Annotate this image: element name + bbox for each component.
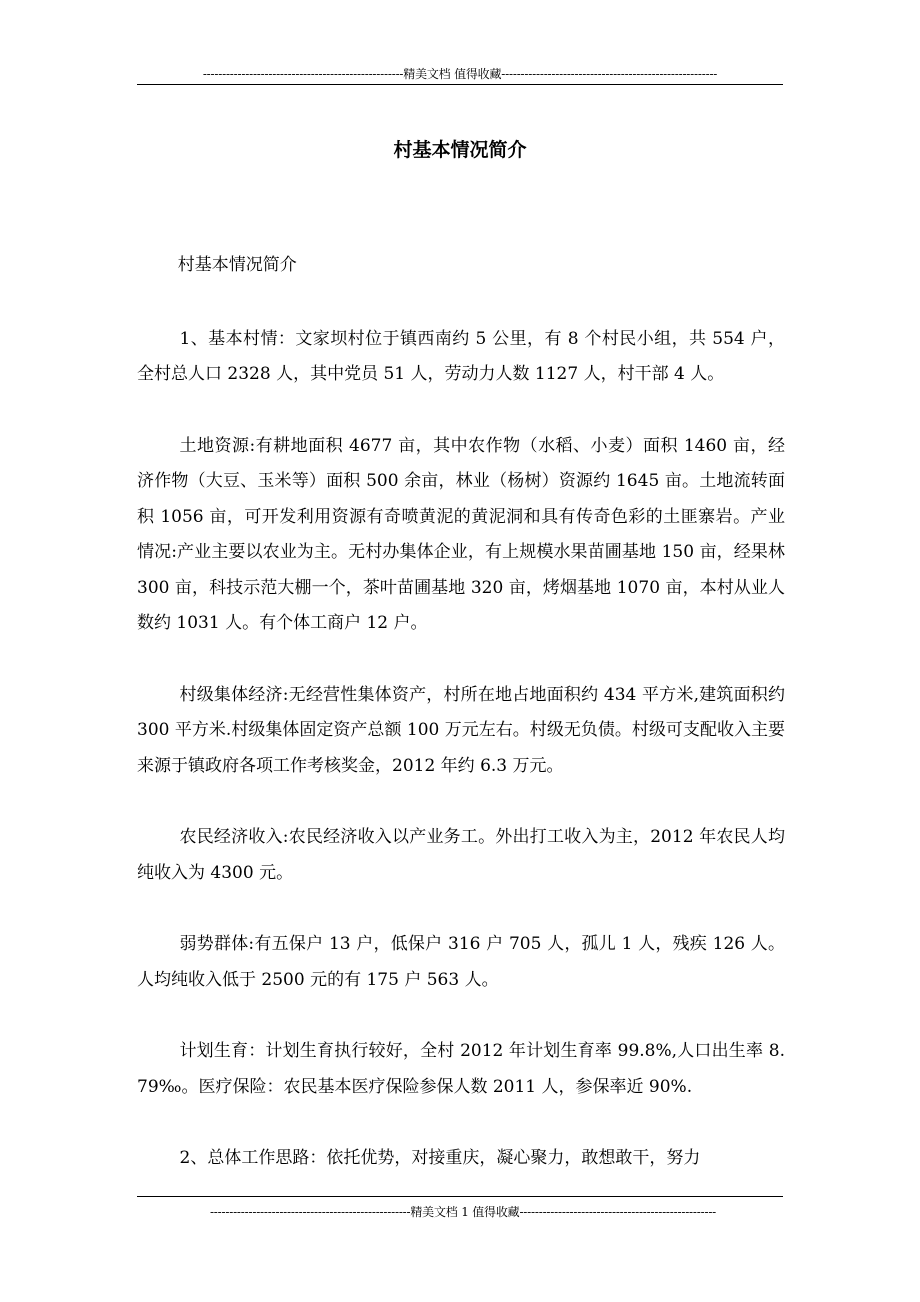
page-header: ----------------------------------------------------精美文档 值得收藏-------------------------------------------------------- [202, 67, 718, 81]
page-footer: ----------------------------------------------------精美文档 1 值得收藏--------------------------------------------------- [209, 1205, 717, 1219]
document-title: 村基本情况简介 [393, 139, 527, 161]
paragraph-vulnerable-groups: 弱势群体:有五保户 13 户，低保户 316 户 705 人，孤儿 1 人，残疾 126 人。人均纯收入低于 2500 元的有 175 户 563 人。 [137, 934, 785, 990]
paragraph-work-approach: 2、总体工作思路：依托优势，对接重庆，凝心聚力，敢想敢干，努力 [179, 1148, 701, 1168]
document-subtitle: 村基本情况简介 [177, 255, 297, 275]
document-content [137, 248, 785, 1177]
paragraph-family-planning: 计划生育：计划生育执行较好，全村 2012 年计划生育率 99.8%,人口出生率 8.79‰。医疗保险：农民基本医疗保险参保人数 2011 人，参保率近 90%. [137, 1041, 785, 1097]
footer-divider [137, 1196, 783, 1197]
paragraph-basic-info: 1、基本村情：文家坝村位于镇西南约 5 公里，有 8 个村民小组，共 554 户，全村总人口 2328 人，其中党员 51 人，劳动力人数 1127 人，村干部 4 人。 [137, 328, 785, 384]
paragraph-land-resources: 土地资源:有耕地面积 4677 亩，其中农作物（水稻、小麦）面积 1460 亩，经济作物（大豆、玉米等）面积 500 余亩，林业（杨树）资源约 1645 亩。土地流转面积 1056 亩，可开发利用资源有奇喷黄泥的黄泥洞和具有传奇色彩的土匪寨岩。产业情况:产业主要以农业为主。无村办集体企业，有上规模水果苗圃基地 150 亩，经果林 300 亩，科技示范大棚一个，茶叶苗圃基地 320 亩，烤烟基地 1070 亩，本村从业人数约 1031 人。有个体工商户 12 户。 [137, 435, 785, 633]
paragraph-farmer-income: 农民经济收入:农民经济收入以产业务工。外出打工收入为主，2012 年农民人均纯收入为 4300 元。 [137, 827, 785, 883]
paragraph-collective-economy: 村级集体经济:无经营性集体资产，村所在地占地面积约 434 平方米,建筑面积约 300 平方米.村级集体固定资产总额 100 万元左右。村级无负债。村级可支配收入主要来源于镇政府各项工作考核奖金，2012 年约 6.3 万元。 [137, 684, 785, 776]
